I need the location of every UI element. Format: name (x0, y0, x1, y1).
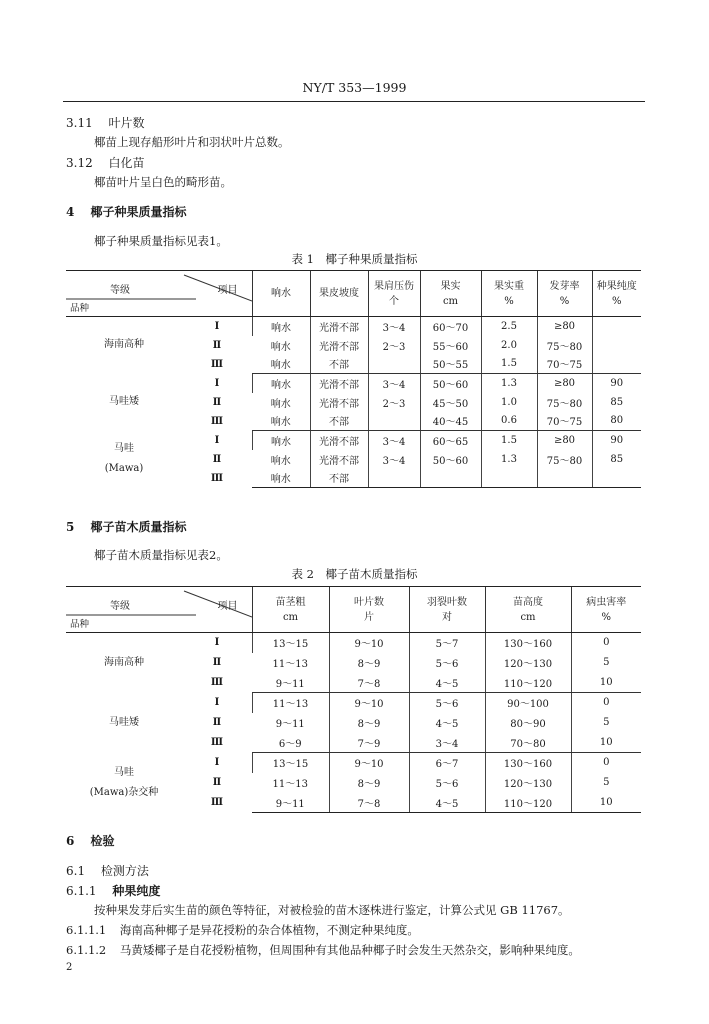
table-cell: 13～15 (252, 633, 329, 653)
table-cell: 50～60 (420, 450, 481, 469)
table-header-row (66, 271, 641, 317)
table-cell: 10 (571, 733, 641, 753)
table-cell: 11～13 (272, 779, 308, 790)
section-body: 马黄矮椰子是自花授粉植物，但周围种有其他品种椰子时会发生天然杂交，影响种果纯度。 (119, 943, 580, 957)
section-6-1-1-1-paragraph (66, 922, 419, 938)
table-cell: 0 (571, 753, 641, 773)
table-cell: ≥80 (537, 317, 592, 336)
table-cell (592, 469, 641, 488)
grade-label: I (214, 636, 220, 648)
table-cell (537, 469, 592, 488)
corner-variety-label: 品种 (70, 619, 90, 630)
grade-label: Ⅲ (210, 676, 224, 688)
variety-cell (66, 633, 252, 693)
table-cell: 10 (571, 673, 641, 693)
table-cell: 光滑不部 (310, 317, 368, 336)
table-cell: 90 (592, 374, 641, 393)
seedling-quality-table (66, 586, 641, 813)
table-cell: 45～50 (420, 393, 481, 412)
variety-cell (66, 693, 252, 753)
section-title: 椰子苗木质量指标 (90, 520, 187, 534)
grade-label: I (214, 696, 220, 708)
table-cell: 不部 (310, 412, 368, 431)
table-cell: 70～75 (537, 412, 592, 431)
table-cell: 3～4 (368, 374, 420, 393)
table-cell: 11～13 (252, 693, 329, 713)
variety-cell (66, 431, 252, 488)
section-title: 白化苗 (108, 156, 145, 170)
table-header-row (66, 587, 641, 633)
section-5-heading (66, 518, 187, 535)
table-cell: 8～9 (329, 653, 409, 673)
table-cell: 响水 (252, 374, 310, 393)
table-cell: 10 (571, 793, 641, 813)
table-cell: 8～9 (329, 713, 409, 733)
table-cell: 响水 (252, 412, 310, 431)
grade-label: Ⅲ (210, 472, 224, 484)
section-title: 种果纯度 (112, 884, 161, 898)
section-title: 椰子种果质量指标 (90, 205, 187, 219)
running-header: NY/T 353—1999 (302, 80, 407, 95)
header-cell: 果皮坡度 (310, 271, 368, 317)
table-cell: 7～9 (329, 733, 409, 753)
grade-label: Ⅲ (210, 415, 224, 427)
section-number: 5 (66, 520, 75, 534)
corner-item-label: 项目 (217, 285, 238, 296)
variety-name: 马哇 (114, 443, 134, 454)
table-cell: 1.3 (481, 450, 537, 469)
table-cell: 不部 (310, 469, 368, 488)
table-cell: 75～80 (537, 336, 592, 355)
table-cell: 9～10 (329, 753, 409, 773)
table-cell: 120～130 (485, 653, 571, 673)
section-title: 检测方法 (100, 864, 149, 878)
table-cell: 光滑不部 (310, 393, 368, 412)
table-cell: 75～80 (537, 450, 592, 469)
corner-variety-label: 品种 (70, 303, 90, 314)
table-cell: 响水 (252, 355, 310, 374)
table-cell: 90 (592, 431, 641, 450)
table-cell: 1.0 (481, 393, 537, 412)
table-cell: 2.5 (481, 317, 537, 336)
table-cell: 11～13 (272, 659, 308, 670)
header-cell: 果实 cm (420, 271, 481, 317)
grade-label: Ⅱ (212, 656, 222, 668)
table-cell: 90～100 (485, 693, 571, 713)
grade-label: I (214, 756, 220, 768)
table-cell (368, 412, 420, 431)
table-cell: 0 (571, 693, 641, 713)
section-number: 6.1.1 (66, 884, 97, 898)
table-cell: 70～80 (485, 733, 571, 753)
table-cell: 响水 (270, 455, 291, 467)
section-6-1-1-heading (66, 882, 160, 899)
table-cell: 60～70 (420, 317, 481, 336)
table-row (66, 693, 641, 713)
table-row (66, 753, 641, 773)
table-cell: 响水 (270, 398, 291, 410)
table-cell (420, 469, 481, 488)
section-4-heading (66, 203, 187, 220)
section-3-11-body: 椰苗上现存船形叶片和羽状叶片总数。 (94, 135, 290, 149)
table-cell: 5 (571, 653, 641, 673)
table-cell: 60～65 (420, 431, 481, 450)
section-number: 3.11 (66, 116, 93, 130)
grade-label: Ⅲ (210, 736, 224, 748)
grade-label: Ⅱ (212, 396, 222, 408)
table-cell: 110～120 (485, 793, 571, 813)
table-cell: 3～4 (368, 317, 420, 336)
seed-quality-table (66, 270, 641, 488)
section-title: 叶片数 (108, 116, 145, 130)
table-cell: 2.0 (481, 336, 537, 355)
table-cell: ≥80 (537, 374, 592, 393)
table-cell: 响水 (252, 431, 310, 450)
grade-label: Ⅱ (212, 453, 222, 465)
table-cell: 80～90 (485, 713, 571, 733)
table-cell: 13～15 (252, 753, 329, 773)
table-cell: 5～6 (409, 653, 485, 673)
header-cell: 苗茎粗 cm (252, 587, 329, 633)
table-cell (592, 317, 641, 336)
variety-name: 马哇矮 (109, 396, 139, 407)
table-row (66, 633, 641, 653)
section-title: 检验 (90, 834, 115, 848)
table-cell: 9～11 (252, 793, 329, 813)
section-6-1-1-2-paragraph (66, 942, 580, 958)
table-cell: 85 (592, 450, 641, 469)
table-cell: 光滑不部 (310, 374, 368, 393)
table-cell: 5 (571, 713, 641, 733)
table-cell: 4～5 (409, 793, 485, 813)
section-number: 6.1 (66, 864, 86, 878)
table-cell: 响水 (252, 317, 310, 336)
variety-cell (66, 317, 252, 374)
table-cell: 8～9 (329, 773, 409, 793)
grade-label: I (214, 320, 220, 332)
table-cell: 80 (592, 412, 641, 431)
table-cell (592, 336, 641, 355)
section-3-12-heading (66, 154, 145, 171)
table-cell: 50～55 (420, 355, 481, 374)
table-cell: 75～80 (537, 393, 592, 412)
section-number: 6.1.1.1 (66, 923, 107, 937)
header-cell: 苗高度 cm (485, 587, 571, 633)
table-cell: 响水 (252, 469, 310, 488)
table-row (66, 317, 641, 336)
table-cell: 6～9 (252, 733, 329, 753)
variety-name: 海南高种 (104, 339, 144, 351)
table-cell: 0.6 (481, 412, 537, 431)
grade-label: Ⅱ (212, 776, 222, 788)
section-6-heading (66, 832, 115, 849)
table-cell (592, 355, 641, 374)
section-3-12-body: 椰苗叶片呈白色的畸形苗。 (94, 175, 232, 189)
table-cell: 85 (592, 393, 641, 412)
table-cell: 7～8 (329, 793, 409, 813)
table-cell: 5 (571, 773, 641, 793)
table-cell: 9～11 (252, 673, 329, 693)
table2-caption: 表 2 椰子苗木质量指标 (291, 567, 418, 581)
table-cell: 9～10 (329, 633, 409, 653)
header-cell: 种果纯度 % (592, 271, 641, 317)
table-cell: 光滑不部 (310, 431, 368, 450)
table-cell: 9～10 (329, 693, 409, 713)
page-number: 2 (66, 962, 73, 973)
table-cell: 130～160 (485, 753, 571, 773)
table-cell: 50～60 (420, 374, 481, 393)
grade-label: Ⅱ (212, 339, 222, 351)
table-cell: 7～8 (329, 673, 409, 693)
table-row (66, 374, 641, 393)
grade-label: I (214, 434, 220, 446)
table-cell: 3～4 (368, 450, 420, 469)
section-number: 6.1.1.2 (66, 943, 107, 957)
table-cell: 6～7 (409, 753, 485, 773)
table-cell: 5～6 (409, 773, 485, 793)
table-cell: 0 (571, 633, 641, 653)
grade-label: I (214, 377, 220, 389)
table-row (66, 431, 641, 450)
variety-name: 马哇矮 (109, 716, 139, 728)
table1-caption: 表 1 椰子种果质量指标 (291, 252, 418, 266)
table-corner-cell (66, 271, 252, 317)
table-cell (368, 469, 420, 488)
variety-cell (66, 374, 252, 431)
section-4-intro: 椰子种果质量指标见表1。 (94, 234, 228, 248)
header-cell: 病虫害率 % (571, 587, 641, 633)
grade-label: Ⅱ (212, 716, 222, 728)
table-cell: 55～60 (420, 336, 481, 355)
corner-grade-label: 等级 (110, 601, 130, 612)
section-6-1-heading (66, 862, 149, 879)
section-3-11-heading (66, 114, 145, 131)
section-number: 4 (66, 205, 75, 219)
header-cell: 果实重 % (481, 271, 537, 317)
table-cell: 5～6 (409, 693, 485, 713)
header-cell: 叶片数 片 (329, 587, 409, 633)
table-cell: 3～4 (409, 733, 485, 753)
table-cell: 2～3 (368, 336, 420, 355)
table-cell (481, 469, 537, 488)
variety-cell (66, 753, 252, 813)
variety-name: 马哇 (114, 766, 134, 778)
table-cell: 110～120 (485, 673, 571, 693)
header-cell: 果肩压伤 个 (368, 271, 420, 317)
header-rule (63, 101, 645, 102)
variety-subname: (Mawa) (104, 463, 144, 474)
table-cell: 40～45 (420, 412, 481, 431)
table-cell: 5～7 (409, 633, 485, 653)
section-6-1-1-body: 按种果发芽后实生苗的颜色等特征，对被检验的苗木逐株进行鉴定，计算公式见 GB 11767。 (94, 903, 570, 917)
corner-grade-label: 等级 (110, 285, 130, 296)
table-cell: 1.3 (481, 374, 537, 393)
table-cell: 光滑不部 (310, 336, 368, 355)
table-corner-cell (66, 587, 252, 633)
table-cell (368, 355, 420, 374)
section-body: 海南高种椰子是异花授粉的杂合体植物，不测定种果纯度。 (119, 923, 419, 937)
section-5-intro: 椰子苗木质量指标见表2。 (94, 548, 228, 562)
table-cell: 光滑不部 (310, 450, 368, 469)
table-cell: 不部 (310, 355, 368, 374)
table-cell: 1.5 (481, 431, 537, 450)
corner-item-label: 项目 (217, 601, 238, 612)
variety-name: 海南高种 (104, 656, 144, 668)
table-cell: 4～5 (409, 713, 485, 733)
grade-label: Ⅲ (210, 358, 224, 370)
header-cell: 响水 (252, 271, 310, 317)
table-cell: 2～3 (368, 393, 420, 412)
table-cell: 响水 (270, 341, 291, 353)
table-cell: 130～160 (485, 633, 571, 653)
table-cell: 1.5 (481, 355, 537, 374)
header-cell: 发芽率 % (537, 271, 592, 317)
table-cell: 4～5 (409, 673, 485, 693)
table-cell: ≥80 (537, 431, 592, 450)
section-number: 6 (66, 834, 75, 848)
table-cell: 9～11 (275, 719, 305, 730)
header-cell: 羽裂叶数 对 (409, 587, 485, 633)
table-cell: 70～75 (537, 355, 592, 374)
table-cell: 3～4 (368, 431, 420, 450)
table-cell: 120～130 (485, 773, 571, 793)
grade-label: Ⅲ (210, 796, 224, 808)
section-number: 3.12 (66, 156, 93, 170)
variety-subname: (Mawa)杂交种 (89, 786, 159, 798)
